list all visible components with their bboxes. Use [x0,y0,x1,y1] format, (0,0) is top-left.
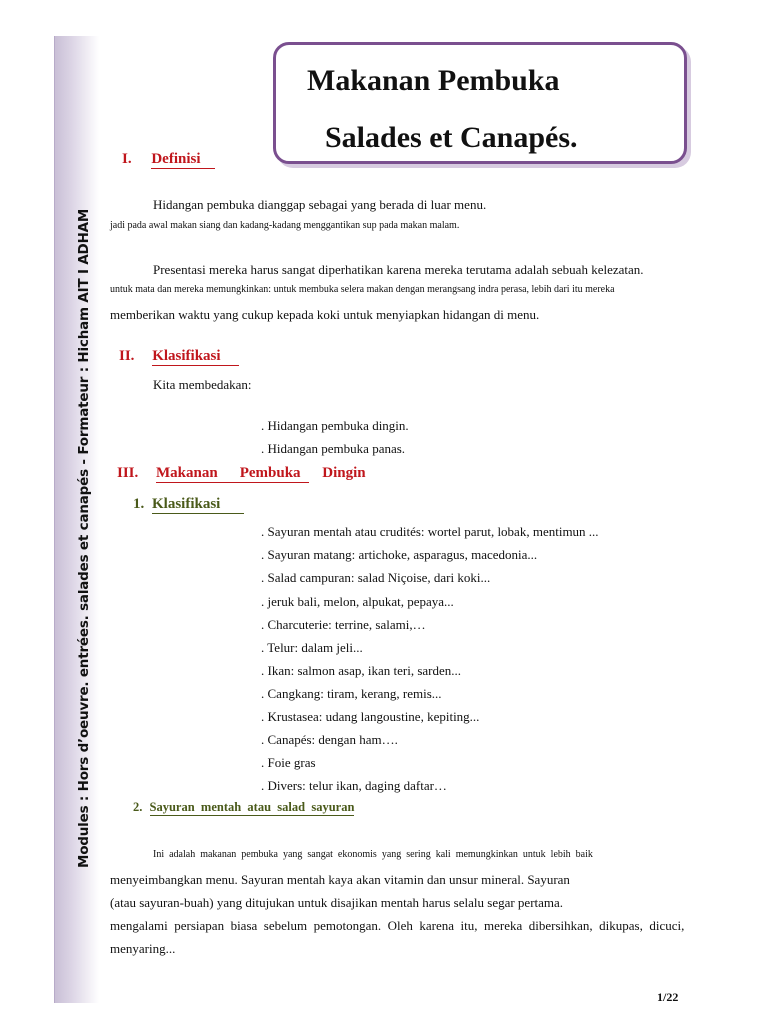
dingin-list-item: . Sayuran matang: artichoke, asparagus, macedonia... [261,547,538,562]
klasifikasi-item: . Hidangan pembuka dingin. [261,418,409,433]
dingin-list-item: . Divers: telur ikan, daging daftar… [261,778,447,793]
section-1-number: I. [122,151,132,167]
sayuran-line-3: (atau sayuran-buah) yang ditujukan untuk disajikan mentah harus selalu segar pertama. [110,895,564,910]
sayuran-line-4: mengalami persiapan biasa sebelum pemotongan. Oleh karena itu, mereka dibersihkan, dikupas, dicuci, [110,918,685,933]
sidebar-module-label: Modules : Hors d’oeuvre. entrées. salades et canapés - Formateur : Hicham AIT I ADHAM [76,208,92,868]
dingin-list-item: . Charcuterie: terrine, salami,… [261,617,426,632]
dingin-list-item: . Salad campuran: salad Niçoise, dari koki... [261,570,491,585]
section-2-title: Klasifikasi [152,348,238,366]
subsection-2-heading [133,800,354,815]
definisi-paragraph-2: Presentasi mereka harus sangat diperhatikan karena mereka terutama adalah sebuah kelezatan. [153,262,644,277]
section-2-heading [119,348,239,365]
dingin-list-item: . Ikan: salmon asap, ikan teri, sarden... [261,663,461,678]
section-1-title: Definisi [151,151,214,169]
subsection-1-heading [133,496,244,513]
klasifikasi-item: . Hidangan pembuka panas. [261,441,406,456]
section-1-heading [122,151,215,168]
section-2-number: II. [119,348,135,364]
definisi-paragraph-1b: jadi pada awal makan siang dan kadang-kadang menggantikan sup pada makan malam. [110,220,460,231]
sayuran-line-1: Ini adalah makanan pembuka yang sangat ekonomis yang sering kali memungkinkan untuk lebih baik [153,849,593,860]
subsection-1-number: 1. [133,496,145,512]
definisi-paragraph-1: Hidangan pembuka dianggap sebagai yang berada di luar menu. [153,197,487,212]
dingin-list-item: . Canapés: dengan ham…. [261,732,398,747]
sayuran-line-2: menyeimbangkan menu. Sayuran mentah kaya akan vitamin dan unsur mineral. Sayuran [110,872,570,887]
klasifikasi-intro: Kita membedakan: [153,377,252,392]
subsection-1-title: Klasifikasi [152,496,244,514]
title-line-1: Makanan Pembuka [307,64,560,97]
subsection-2-number: 2. [133,800,143,814]
title-line-2: Salades et Canapés. [325,121,578,154]
section-3-number: III. [117,465,139,481]
dingin-list-item: . Sayuran mentah atau crudités: wortel parut, lobak, mentimun ... [261,524,599,539]
section-3-heading [117,465,366,482]
definisi-paragraph-2c: memberikan waktu yang cukup kepada koki untuk menyiapkan hidangan di menu. [110,307,540,322]
section-3-title-a: Makanan [156,465,240,483]
dingin-list-item: . jeruk bali, melon, alpukat, pepaya... [261,594,454,609]
page-number: 1/22 [657,990,679,1004]
dingin-list-item: . Cangkang: tiram, kerang, remis... [261,686,442,701]
sayuran-line-5: menyaring... [110,941,176,956]
dingin-list-item: . Krustasea: udang langoustine, kepiting... [261,709,480,724]
dingin-list-item: . Telur: dalam jeli... [261,640,363,655]
section-3-title-b: Pembuka [240,465,309,483]
section-3-title-c: Dingin [322,465,366,481]
dingin-list-item: . Foie gras [261,755,316,770]
subsection-2-title: Sayuran mentah atau salad sayuran [149,800,355,814]
definisi-paragraph-2b: untuk mata dan mereka memungkinkan: untuk membuka selera makan dengan merangsang indra perasa, lebih dari itu mereka [110,284,615,295]
